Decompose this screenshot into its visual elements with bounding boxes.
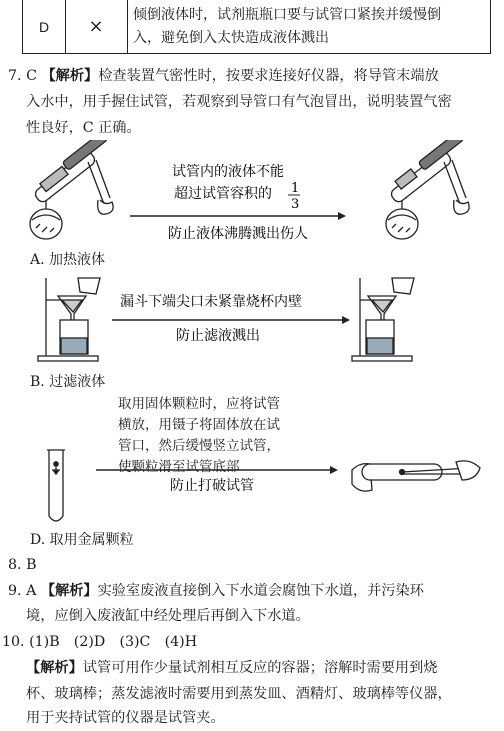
table-option-cell: D: [23, 0, 66, 53]
heating-apparatus-right-icon: [386, 140, 469, 239]
q10-analysis-tag: 【解析】: [26, 660, 83, 676]
q10-text-1: 试管可用作少量试剂相互反应的容器；溶解时需要用到烧: [82, 660, 438, 676]
table-mark-cell: ×: [65, 0, 128, 53]
b-below-text: 防止滤液溅出: [176, 328, 260, 344]
q10-line3: 用于夹持试管的仪器是试管夹。: [26, 710, 225, 726]
d-below-text: 防止打破试管: [170, 478, 254, 494]
q10-answers: (1)B (2)D (3)C (4)H: [29, 634, 198, 650]
q9-answer: A: [26, 583, 37, 599]
d-note-line3: 管口，然后缓慢竖立试管，: [118, 438, 280, 454]
heating-liquid-diagram: [0, 140, 504, 248]
q7-analysis-tag: 【解析】: [41, 68, 99, 84]
d-note-line1: 取用固体颗粒时，应将试管: [118, 396, 280, 412]
table-explanation-cell: [133, 4, 488, 50]
q9-analysis-tag: 【解析】: [40, 583, 98, 599]
metal-granule-diagram: [0, 440, 504, 530]
q9-number: 9.: [8, 583, 22, 599]
q8-answer: B: [26, 557, 37, 573]
test-tube-upright-icon: [47, 450, 65, 521]
a-frac-num: 1: [291, 181, 300, 196]
d-note-line4: 使颗粒滑至试管底部: [118, 459, 240, 475]
q7-line3: 性良好，C 正确。: [26, 120, 141, 136]
q7-text-1: 检查装置气密性时，按要求连接好仪器，将导管末端放: [98, 68, 439, 84]
table-text-line2: 入，避免倒入太快造成液体溅出: [133, 30, 329, 46]
q10-line2: 杯、玻璃棒；蒸发滤液时需要用到蒸发皿、酒精灯、玻璃棒等仪器，: [26, 686, 452, 702]
filtration-apparatus-left-icon: [38, 278, 100, 361]
a-note-line1: 试管内的液体不能: [172, 164, 284, 180]
q10-line0: [2, 632, 197, 652]
filtration-apparatus-right-icon: [352, 278, 414, 361]
q7-answer: C: [26, 68, 37, 84]
a-below-text: 防止液体沸腾溅出伤人: [168, 226, 308, 242]
q8-line: [8, 555, 37, 575]
heating-apparatus-left-icon: [30, 140, 113, 239]
q9-line2: 境，应倒入废液缸中经处理后再倒入下水道。: [26, 608, 310, 624]
q8-number: 8.: [8, 557, 22, 573]
caption-a: A. 加热液体: [30, 252, 106, 268]
d-note-line2: 横放，用镊子将固体放在试: [118, 417, 280, 433]
q9-text-1: 实验室废液直接倒入下水道会腐蚀下水道，并污染环: [97, 583, 424, 599]
a-note-line2: 超过试管容积的: [174, 186, 272, 202]
q7-number: 7.: [8, 68, 22, 84]
b-above-text: 漏斗下端尖口未紧靠烧杯内壁: [120, 294, 302, 310]
caption-b: B. 过滤液体: [30, 374, 106, 390]
answer-table-row: [22, 0, 491, 54]
q7-line1: [8, 66, 439, 86]
hand-tube-tweezers-icon: [352, 461, 480, 491]
q7-line2: 入水中，用手握住试管，若观察到导管口有气泡冒出，说明装置气密: [26, 94, 452, 110]
a-frac-den: 3: [291, 197, 300, 212]
filtration-diagram: [0, 270, 504, 370]
table-text-line1: 倾倒液体时，试剂瓶瓶口要与试管口紧挨并缓慢倒: [133, 7, 441, 23]
q9-line1: [8, 581, 424, 601]
q10-line1: [26, 658, 437, 678]
caption-d: D. 取用金属颗粒: [30, 532, 134, 548]
q10-number: 10.: [2, 634, 25, 650]
